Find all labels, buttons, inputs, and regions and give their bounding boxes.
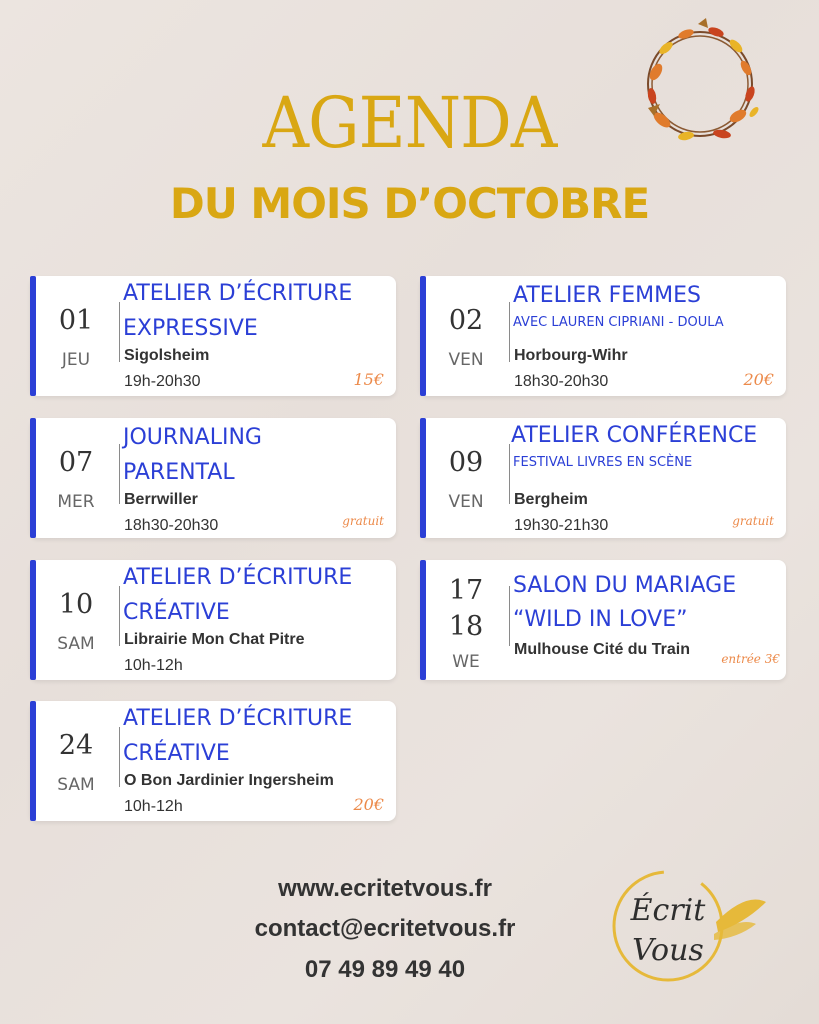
- divider: [509, 302, 510, 362]
- event-title: ATELIER D’ÉCRITURE: [123, 706, 353, 731]
- event-day: 09: [448, 447, 484, 478]
- event-subtitle: FESTIVAL LIVRES EN SCÈNE: [513, 455, 693, 470]
- event-price: entrée 3€: [721, 652, 780, 666]
- event-weekday: SAM: [57, 634, 95, 654]
- ecrit-et-vous-logo: [606, 862, 776, 992]
- event-day: 17: [448, 575, 484, 606]
- event-time: 10h-12h: [124, 798, 183, 815]
- event-price: 20€: [743, 370, 774, 389]
- event-title: ATELIER CONFÉRENCE: [511, 423, 758, 448]
- event-weekday: MER: [57, 492, 95, 512]
- event-title-line2: “WILD IN LOVE”: [513, 607, 688, 632]
- event-weekday: VEN: [448, 492, 484, 512]
- divider: [509, 444, 510, 504]
- card-accent-bar: [420, 418, 426, 538]
- event-time: 18h30-20h30: [514, 373, 609, 390]
- event-card[interactable]: [420, 276, 786, 396]
- event-weekday: JEU: [61, 350, 91, 370]
- event-card[interactable]: [30, 701, 396, 821]
- divider: [119, 444, 120, 504]
- event-weekday: SAM: [57, 775, 95, 795]
- event-title-line2: EXPRESSIVE: [123, 316, 258, 341]
- event-place: Mulhouse Cité du Train: [514, 641, 691, 658]
- event-card[interactable]: [420, 560, 786, 680]
- event-title: SALON DU MARIAGE: [513, 573, 737, 598]
- event-title-line2: CRÉATIVE: [123, 741, 230, 766]
- event-weekday: WE: [452, 652, 480, 672]
- logo-text-line1: Écrit: [630, 893, 706, 928]
- card-accent-bar: [30, 560, 36, 680]
- event-place: Librairie Mon Chat Pitre: [124, 631, 305, 648]
- event-day: 10: [58, 589, 94, 620]
- event-place: Sigolsheim: [124, 347, 210, 364]
- event-price: gratuit: [732, 514, 774, 528]
- divider: [119, 586, 120, 646]
- event-day: 24: [58, 730, 94, 761]
- event-card[interactable]: [420, 418, 786, 538]
- logo-text-line2: Vous: [632, 933, 704, 968]
- event-subtitle: AVEC LAUREN CIPRIANI - DOULA: [513, 315, 724, 330]
- event-price: gratuit: [342, 514, 384, 528]
- event-title-line2: PARENTAL: [123, 460, 235, 485]
- card-accent-bar: [30, 276, 36, 396]
- event-title: ATELIER D’ÉCRITURE: [123, 565, 353, 590]
- event-title-line2: CRÉATIVE: [123, 600, 230, 625]
- event-day: 07: [58, 447, 94, 478]
- event-day: 02: [448, 305, 484, 336]
- event-time: 19h-20h30: [124, 373, 201, 390]
- event-card[interactable]: [30, 276, 396, 396]
- event-title: JOURNALING: [123, 425, 262, 450]
- page-title: AGENDA: [262, 82, 557, 164]
- phone-number[interactable]: 07 49 89 49 40: [304, 956, 466, 983]
- event-price: 15€: [353, 370, 384, 389]
- event-time: 18h30-20h30: [124, 517, 219, 534]
- event-place: O Bon Jardinier Ingersheim: [124, 772, 334, 789]
- page-subtitle: DU MOIS D’OCTOBRE: [169, 179, 650, 228]
- event-day: 01: [58, 305, 94, 336]
- event-time: 19h30-21h30: [514, 517, 609, 534]
- divider: [119, 727, 120, 787]
- event-day-end: 18: [448, 611, 484, 642]
- divider: [509, 586, 510, 646]
- event-weekday: VEN: [448, 350, 484, 370]
- event-title: ATELIER FEMMES: [513, 283, 701, 308]
- card-accent-bar: [420, 276, 426, 396]
- email-link[interactable]: contact@ecritetvous.fr: [254, 915, 516, 942]
- event-place: Bergheim: [514, 491, 588, 508]
- event-card[interactable]: [30, 560, 396, 680]
- event-title: ATELIER D’ÉCRITURE: [123, 281, 353, 306]
- website-link[interactable]: www.ecritetvous.fr: [278, 875, 492, 902]
- card-accent-bar: [30, 418, 36, 538]
- event-card[interactable]: [30, 418, 396, 538]
- event-price: 20€: [353, 795, 384, 814]
- event-place: Horbourg-Wihr: [514, 347, 628, 364]
- divider: [119, 302, 120, 362]
- card-accent-bar: [30, 701, 36, 821]
- event-time: 10h-12h: [124, 657, 183, 674]
- event-place: Berrwiller: [124, 491, 198, 508]
